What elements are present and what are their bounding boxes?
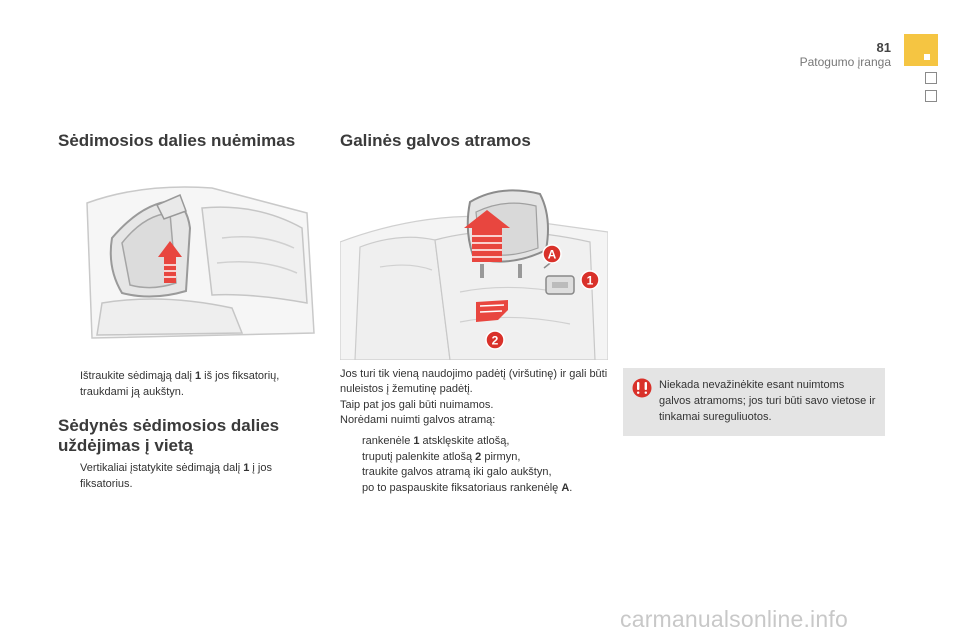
list-item: rankenėle 1 atsklęskite atlošą, (362, 435, 510, 447)
page-number: 81 (876, 40, 891, 55)
instruction-refit-seat: Vertikaliai įstatykite sėdimąją dalį 1 į jos fiksatorius. (80, 462, 272, 490)
tab-marker (924, 54, 930, 60)
section-title-headrests: Galinės galvos atramos (340, 131, 531, 150)
callout-label-2: 2 (491, 333, 499, 348)
chapter-tab-active[interactable] (904, 34, 938, 66)
chapter-tab[interactable] (925, 72, 937, 84)
callout-label-a: A (547, 247, 557, 262)
chapter-tab[interactable] (925, 90, 937, 102)
warning-text: Niekada nevažinėkite esant nuimtoms galvos atramoms; jos turi būti savo vietose ir tinkamai sureguliuotos. (659, 379, 876, 423)
watermark: carmanualsonline.info (620, 606, 848, 632)
section-name: Patogumo įranga (799, 55, 891, 69)
list-item: traukite galvos atramą iki galo aukštyn, (362, 466, 552, 478)
headrest-description (340, 367, 610, 429)
section-title-seat-refit: Sėdynės sėdimosios dalies uždėjimas į vietą (58, 416, 280, 455)
headrest-paragraph: Taip pat jos gali būti nuimamos. (340, 398, 494, 411)
section-title-seat-removal: Sėdimosios dalies nuėmimas (58, 131, 296, 150)
seat-removal-illustration (82, 183, 320, 343)
instruction-remove-seat: Ištraukite sėdimąją dalį 1 iš jos fiksatorių, traukdami ją aukštyn. (80, 370, 280, 398)
list-item: po to paspauskite fiksatoriaus rankenėlę A. (362, 481, 573, 494)
list-item: truputį palenkite atlošą 2 pirmyn, (362, 450, 521, 463)
warning-box (623, 368, 885, 436)
headrest-illustration (340, 172, 608, 360)
callout-label-1: 1 (586, 273, 594, 288)
exclamation-icon (631, 378, 653, 398)
headrest-paragraph: Norėdami nuimti galvos atramą: (340, 414, 496, 427)
headrest-paragraph: Jos turi tik vieną naudojimo padėtį (viršutinę) ir gali būti nuleistos į žemutinę padėtį. (340, 368, 608, 396)
